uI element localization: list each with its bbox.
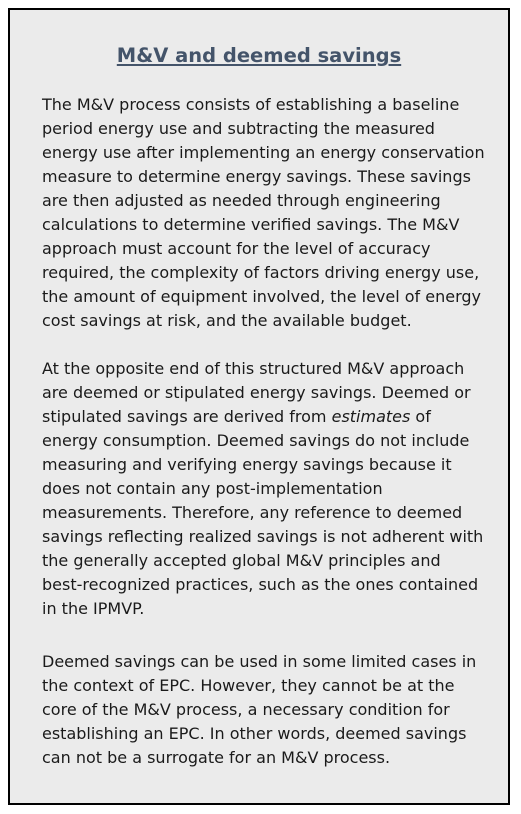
paragraph-1-line: energy use after implementing an energy conservation	[42, 143, 485, 162]
paragraph-1-line: the amount of equipment involved, the level of energy	[42, 287, 482, 306]
heading: M&V and deemed savings	[116, 44, 402, 67]
paragraph-2-line: At the opposite end of this structured M&V approach	[42, 359, 465, 378]
paragraph-3-line: Deemed savings can be used in some limited cases in	[42, 652, 477, 671]
paragraph-1-line: cost savings at risk, and the available budget.	[42, 311, 412, 330]
emphasis-estimates: estimates	[331, 407, 411, 426]
paragraph-3-line: can not be a surrogate for an M&V process.	[42, 748, 391, 767]
paragraph-2-line: energy consumption. Deemed savings do not include	[42, 431, 470, 450]
text-box	[8, 8, 510, 805]
paragraph-2-line: measuring and verifying energy savings because it	[42, 455, 452, 474]
text-run: of	[410, 407, 431, 426]
paragraph-2-line: are deemed or stipulated energy savings. Deemed or	[42, 383, 471, 402]
paragraph-1-line: approach must account for the level of accuracy	[42, 239, 431, 258]
paragraph-1-line: required, the complexity of factors driving energy use,	[42, 263, 480, 282]
paragraph-3	[42, 650, 492, 770]
paragraph-2-line	[42, 405, 492, 429]
paragraph-2-line: measurements. Therefore, any reference to deemed	[42, 503, 463, 522]
paragraph-2-line: best-recognized practices, such as the ones contained	[42, 575, 479, 594]
paragraph-3-line: the context of EPC. However, they cannot be at the	[42, 676, 455, 695]
paragraph-2-line: does not contain any post-implementation	[42, 479, 383, 498]
paragraph-1-line: are then adjusted as needed through engineering	[42, 191, 441, 210]
paragraph-2	[42, 357, 492, 621]
paragraph-1	[42, 93, 492, 333]
paragraph-1-line: The M&V process consists of establishing a baseline	[42, 95, 460, 114]
text-run: stipulated savings are derived from	[42, 407, 332, 426]
paragraph-2-line: the generally accepted global M&V principles and	[42, 551, 441, 570]
paragraph-3-line: establishing an EPC. In other words, deemed savings	[42, 724, 467, 743]
paragraph-3-line: core of the M&V process, a necessary condition for	[42, 700, 450, 719]
paragraph-2-line: savings reflecting realized savings is not adherent with	[42, 527, 484, 546]
paragraph-2-line: in the IPMVP.	[42, 599, 145, 618]
paragraph-1-line: period energy use and subtracting the measured	[42, 119, 435, 138]
paragraph-1-line: calculations to determine verified savings. The M&V	[42, 215, 460, 234]
paragraph-1-line: measure to determine energy savings. These savings	[42, 167, 471, 186]
